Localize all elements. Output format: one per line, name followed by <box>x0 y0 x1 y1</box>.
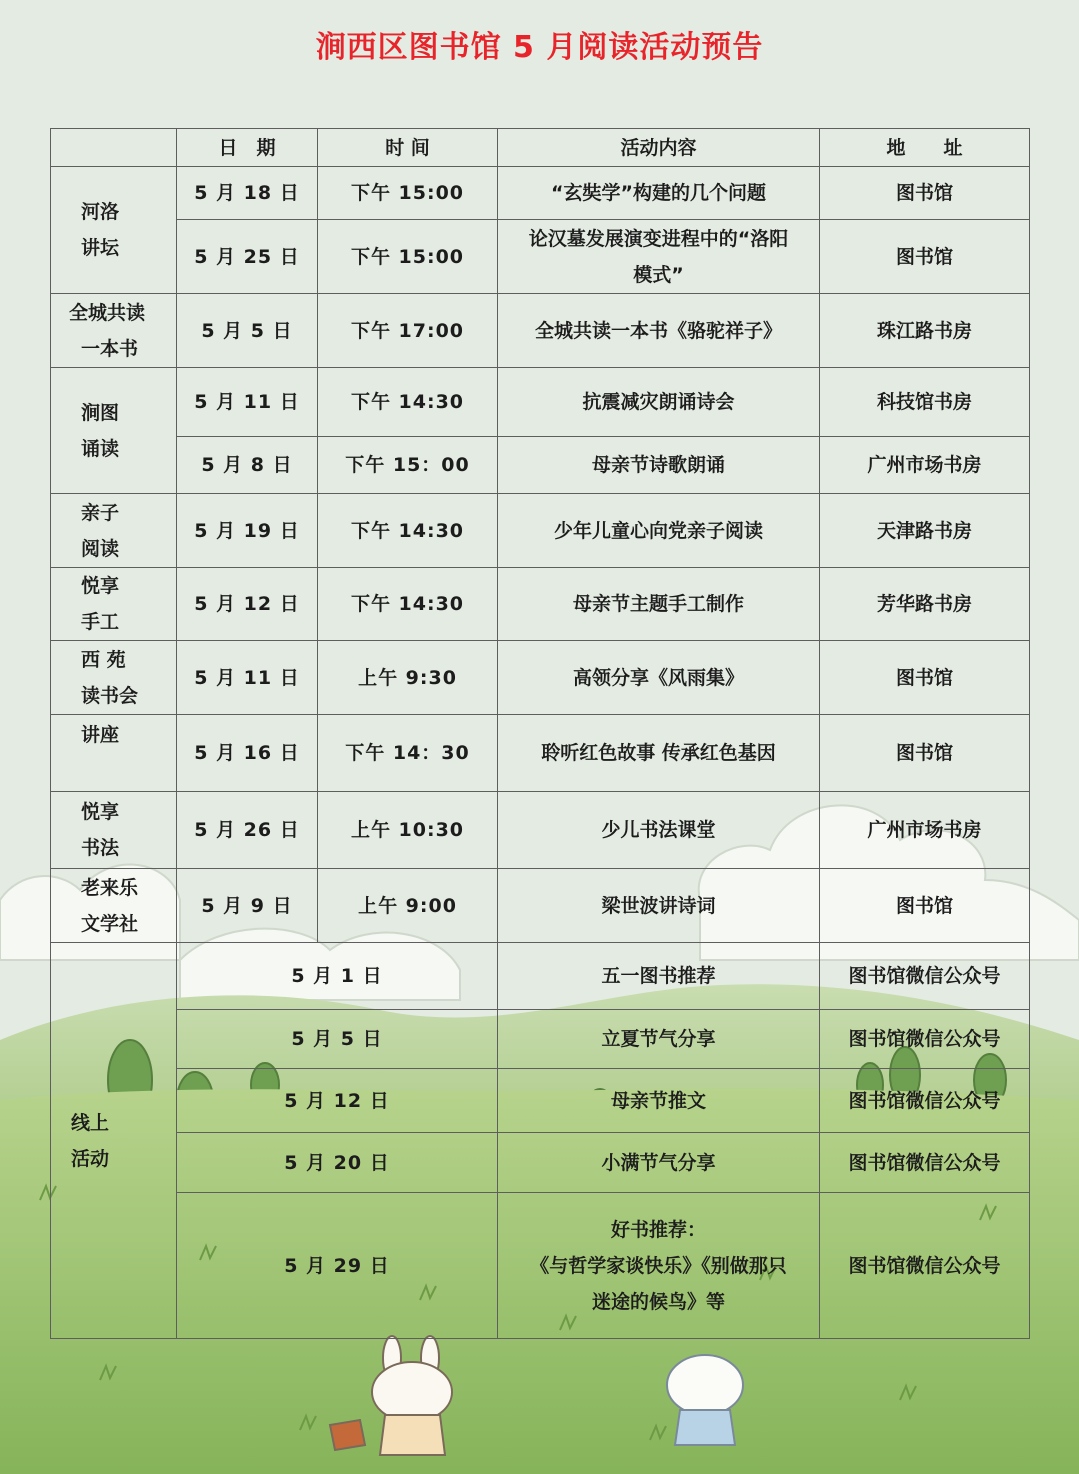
cell-content: 母亲节推文 <box>498 1069 820 1133</box>
online-row <box>51 1010 1030 1069</box>
cell-time: 上午 10:30 <box>318 792 498 869</box>
online-row <box>51 1069 1030 1133</box>
group-qinzi: 亲子 阅读 <box>51 494 177 568</box>
cell-content: 母亲节诗歌朗诵 <box>498 437 820 494</box>
cell-content: “玄奘学”构建的几个问题 <box>498 167 820 220</box>
group-jiangzuo: 讲座 <box>51 715 177 792</box>
cell-location: 图书馆微信公众号 <box>820 1133 1030 1193</box>
cell-time: 下午 14:30 <box>318 568 498 641</box>
cell-date: 5 月 25 日 <box>177 220 318 294</box>
cell-location: 芳华路书房 <box>820 568 1030 641</box>
group-heluo: 河洛 讲坛 <box>51 167 177 294</box>
cell-location: 图书馆 <box>820 641 1030 715</box>
round-character <box>667 1355 743 1445</box>
cell-time: 下午 14：30 <box>318 715 498 792</box>
header-content: 活动内容 <box>498 129 820 167</box>
cell-content: 抗震减灾朗诵诗会 <box>498 368 820 437</box>
cell-content: 高领分享《风雨集》 <box>498 641 820 715</box>
cell-location: 图书馆 <box>820 715 1030 792</box>
cell-date: 5 月 20 日 <box>177 1133 498 1193</box>
cell-time: 下午 14:30 <box>318 494 498 568</box>
cell-date: 5 月 8 日 <box>177 437 318 494</box>
cell-location: 科技馆书房 <box>820 368 1030 437</box>
cell-date: 5 月 19 日 <box>177 494 318 568</box>
cell-location: 图书馆 <box>820 167 1030 220</box>
activity-schedule-table <box>50 128 1030 1339</box>
table-row <box>51 167 1030 220</box>
cell-date: 5 月 1 日 <box>177 943 498 1010</box>
group-yuexiang-shufa: 悦享 书法 <box>51 792 177 869</box>
table-row <box>51 494 1030 568</box>
online-row <box>51 943 1030 1010</box>
cell-content: 论汉墓发展演变进程中的“洛阳 模式” <box>498 220 820 294</box>
cell-content: 小满节气分享 <box>498 1133 820 1193</box>
online-row <box>51 1193 1030 1339</box>
online-row <box>51 1133 1030 1193</box>
cell-date: 5 月 11 日 <box>177 641 318 715</box>
cell-location: 图书馆 <box>820 220 1030 294</box>
cell-date: 5 月 12 日 <box>177 568 318 641</box>
page-title: 涧西区图书馆 5 月阅读活动预告 <box>315 30 764 65</box>
cell-time: 下午 15:00 <box>318 167 498 220</box>
table-row <box>51 294 1030 368</box>
cell-content: 少年儿童心向党亲子阅读 <box>498 494 820 568</box>
cell-date: 5 月 26 日 <box>177 792 318 869</box>
cell-content: 五一图书推荐 <box>498 943 820 1010</box>
cell-time: 下午 14:30 <box>318 368 498 437</box>
cell-content: 好书推荐： 《与哲学家谈快乐》《别做那只 迷途的候鸟》等 <box>498 1193 820 1339</box>
cell-location: 图书馆 <box>820 869 1030 943</box>
header-location: 地 址 <box>820 129 1030 167</box>
cell-date: 5 月 18 日 <box>177 167 318 220</box>
table-row <box>51 641 1030 715</box>
cell-date: 5 月 5 日 <box>177 1010 498 1069</box>
header-blank <box>51 129 177 167</box>
table-row <box>51 437 1030 494</box>
cell-date: 5 月 16 日 <box>177 715 318 792</box>
cell-location: 图书馆微信公众号 <box>820 1069 1030 1133</box>
cell-location: 图书馆微信公众号 <box>820 943 1030 1010</box>
cell-date: 5 月 11 日 <box>177 368 318 437</box>
group-laolaile: 老来乐 文学社 <box>51 869 177 943</box>
cell-location: 广州市场书房 <box>820 792 1030 869</box>
group-jiantu: 涧图 诵读 <box>51 368 177 494</box>
cell-location: 图书馆微信公众号 <box>820 1010 1030 1069</box>
cell-date: 5 月 12 日 <box>177 1069 498 1133</box>
cell-date: 5 月 29 日 <box>177 1193 498 1339</box>
cell-location: 天津路书房 <box>820 494 1030 568</box>
cell-date: 5 月 5 日 <box>177 294 318 368</box>
cell-content: 母亲节主题手工制作 <box>498 568 820 641</box>
cell-location: 图书馆微信公众号 <box>820 1193 1030 1339</box>
group-online: 线上 活动 <box>51 943 177 1339</box>
cell-content: 少儿书法课堂 <box>498 792 820 869</box>
cell-time: 上午 9:30 <box>318 641 498 715</box>
group-quancheng: 全城共读 一本书 <box>51 294 177 368</box>
table-header-row <box>51 129 1030 167</box>
group-yuexiang-shougong: 悦享 手工 <box>51 568 177 641</box>
cell-content: 立夏节气分享 <box>498 1010 820 1069</box>
cell-time: 上午 9:00 <box>318 869 498 943</box>
table-row <box>51 869 1030 943</box>
cell-location: 珠江路书房 <box>820 294 1030 368</box>
cell-content: 全城共读一本书《骆驼祥子》 <box>498 294 820 368</box>
cell-content: 梁世波讲诗词 <box>498 869 820 943</box>
cell-date: 5 月 9 日 <box>177 869 318 943</box>
header-time: 时 间 <box>318 129 498 167</box>
table-row <box>51 368 1030 437</box>
cell-location: 广州市场书房 <box>820 437 1030 494</box>
cell-time: 下午 17:00 <box>318 294 498 368</box>
cell-time: 下午 15：00 <box>318 437 498 494</box>
table-row <box>51 568 1030 641</box>
table-row <box>51 715 1030 792</box>
header-date: 日 期 <box>177 129 318 167</box>
cell-time: 下午 15:00 <box>318 220 498 294</box>
group-xiyuan: 西 苑 读书会 <box>51 641 177 715</box>
table-row <box>51 220 1030 294</box>
table-row <box>51 792 1030 869</box>
cell-content: 聆听红色故事 传承红色基因 <box>498 715 820 792</box>
